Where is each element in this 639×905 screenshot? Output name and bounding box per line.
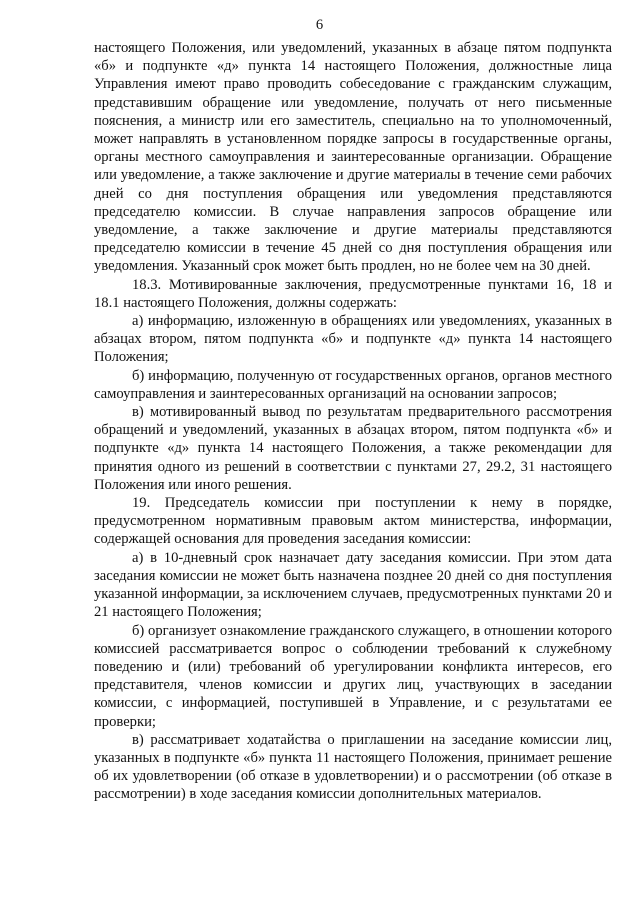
document-body	[94, 39, 612, 804]
paragraph-continuation: настоящего Положения, или уведомлений, указанных в абзаце пятом подпункта «б» и подпункте «д» пункта 14 настоящего Положения, должностные лица Управления имеют право проводить собеседование с гражданским служащим, представившим обращение или уведомление, получать от него письменные пояснения, а министр или его заместитель, специально на то уполномоченный, может направлять в установленном порядке запросы в государственные органы, органы местного самоуправления и заинтересованные организации. Обращение или уведомление, а также заключение и другие материалы в течение семи рабочих дней со дня поступления обращения или уведомления представляются председателю комиссии. В случае направления запросов обращение или уведомление, а также заключение и другие материалы представляются председателю комиссии в течение 45 дней со дня поступления обращения или уведомления. Указанный срок может быть продлен, но не более чем на 30 дней.	[94, 40, 612, 275]
paragraph-19: 19. Председатель комиссии при поступлении к нему в порядке, предусмотренном нормативным правовым актом министерства, информации, содержащей основания для проведения заседания комиссии:	[94, 495, 612, 548]
paragraph-18-3-v: в) мотивированный вывод по результатам предварительного рассмотрения обращений и уведомлений, указанных в абзацах втором, пятом подпункта «б» и подпункте «д» пункта 14 настоящего Положения, а также рекомендации для принятия одного из решений в соответствии с пунктами 27, 29.2, 31 настоящего Положения или иного решения.	[94, 404, 612, 493]
paragraph-18-3: 18.3. Мотивированные заключения, предусмотренные пунктами 16, 18 и 18.1 настоящего Положения, должны содержать:	[94, 276, 612, 311]
paragraph-19-b: б) организует ознакомление гражданского служащего, в отношении которого комиссией рассматривается вопрос о соблюдении требований к служебному поведению и (или) требований об урегулировании конфликта интересов, его представителя, членов комиссии и других лиц, участвующих в заседании комиссии, с информацией, поступившей в Управление, и с результатами ее проверки;	[94, 622, 612, 730]
paragraph-18-3-b: б) информацию, полученную от государственных органов, органов местного самоуправления и заинтересованных организаций на основании запросов;	[94, 367, 612, 402]
page-number: 6	[315, 17, 324, 33]
paragraph-18-3-a: а) информацию, изложенную в обращениях или уведомлениях, указанных в абзацах втором, пятом подпункта «б» и подпункте «д» пункта 14 настоящего Положения;	[94, 313, 612, 366]
paragraph-19-v: в) рассматривает ходатайства о приглашении на заседание комиссии лиц, указанных в подпункте «б» пункта 11 настоящего Положения, принимает решение об их удовлетворении (об отказе в удовлетворении) и о рассмотрении (об отказе в рассмотрении) в ходе заседания комиссии дополнительных материалов.	[94, 731, 612, 803]
paragraph-19-a: а) в 10-дневный срок назначает дату заседания комиссии. При этом дата заседания комиссии не может быть назначена позднее 20 дней со дня поступления указанной информации, за исключением случаев, предусмотренных пунктами 20 и 21 настоящего Положения;	[94, 549, 612, 621]
